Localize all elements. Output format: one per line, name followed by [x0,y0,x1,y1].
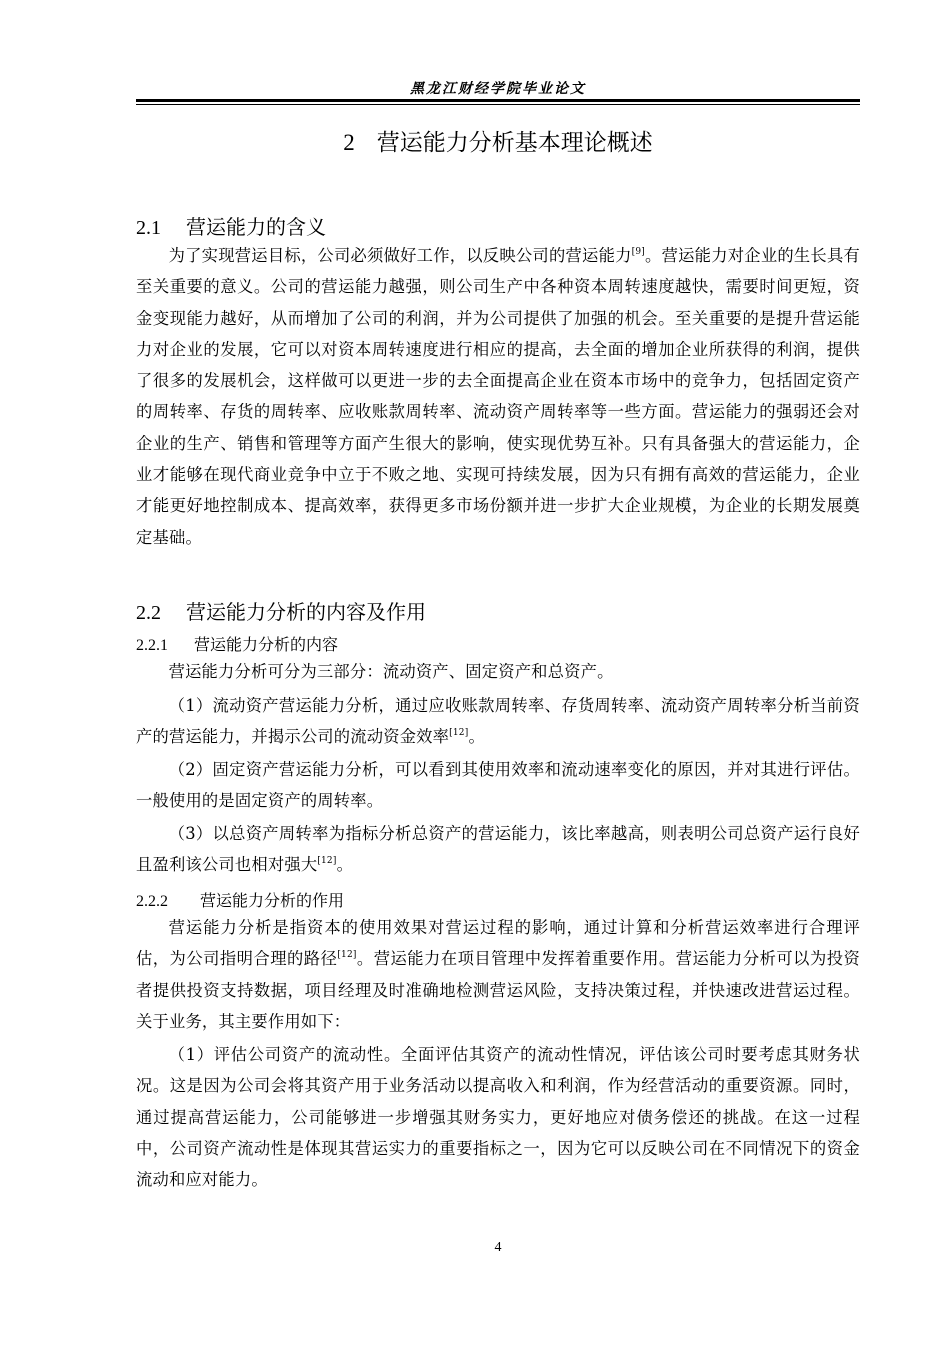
citation-ref: [12] [317,856,337,867]
chapter-number: 2 [343,130,355,155]
chapter-title-text: 营运能力分析基本理论概述 [376,130,653,156]
paragraph-text: 。 [336,855,354,875]
paragraph-text: 营运能力分析是指资本的使用效果对营运过程的影响，通过计算和分析营运效率进行合理评估，为公司指明合理的路径 [136,918,860,969]
paragraph-text: 。 [468,727,485,747]
running-header: 黑龙江财经学院毕业论文 [410,81,586,97]
header-rule-thin [136,104,860,105]
paragraph-2-2-2-intro [136,912,860,1037]
section-number: 2.1 [136,217,161,239]
paragraph-text: 。营运能力对企业的生长具有至关重要的意义。公司的营运能力越强，则公司生产中各种资本周转速度越快，需要时间更短，资金变现能力越好，从而增加了公司的利润，并为公司提供了加强的机会。至关重要的是提升营运能力对企业的发展，它可以对资本周转速度进行相应的提高，去全面的增加企业所获得的利润，提供了很多的发展机会，这样做可以更进一步的去全面提高企业在资本市场中的竞争力，包括固定资产的周转率、存货的周转率、应收账款周转率、流动资产周转率等一些方面。营运能力的强弱还会对企业的生产、销售和管理等方面产生很大的影响，使实现优势互补。只有具备强大的营运能力，企业才能够在现代商业竞争中立于不败之地、实现可持续发展，因为只有拥有高效的营运能力，企业才能更好地控制成本、提高效率，获得更多市场份额并进一步扩大企业规模，为企业的长期发展奠定基础。 [136,246,860,547]
paragraph-2-2-2-item1: （1）评估公司资产的流动性。全面评估其资产的流动性情况，评估该公司时要考虑其财务状况。这是因为公司会将其资产用于业务活动以提高收入和利润，作为经营活动的重要资源。同时，通过提高营运能力，公司能够进一步增强其财务实力，更好地应对债务偿还的挑战。在这一过程中，公司资产流动性是体现其营运实力的重要指标之一，因为它可以反映公司在不同情况下的资金流动和应对能力。 [136,1045,860,1190]
paragraph-text: 为了实现营运目标，公司必须做好工作，以反映公司的营运能力 [168,246,632,265]
paragraph-text: （1）流动资产营运能力分析，通过应收账款周转率、存货周转率、流动资产周转率分析当前资产的营运能力，并揭示公司的流动资金效率 [136,696,860,747]
paragraph-2-2-1-item3 [136,818,860,881]
subsection-number: 2.2.1 [136,637,168,654]
chapter-title [136,124,860,157]
subsection-title: 营运能力分析的作用 [200,891,345,910]
paragraph-2-2-1-item1 [136,690,860,753]
subsection-title: 营运能力分析的内容 [194,635,339,654]
citation-ref: [9] [631,247,645,257]
header-rule-thick [136,99,860,102]
paragraph-2-1 [136,240,860,553]
section-heading-2-1 [136,211,326,240]
citation-ref: [12] [337,950,357,961]
subsection-heading-2-2-1 [136,632,338,655]
paragraph-2-2-1-intro: 营运能力分析可分为三部分：流动资产、固定资产和总资产。 [168,662,614,681]
subsection-heading-2-2-2 [136,888,344,911]
section-heading-2-2 [136,596,426,625]
paragraph-2-2-1-item2: （2）固定资产营运能力分析，可以看到其使用效率和流动速率变化的原因，并对其进行评估。一般使用的是固定资产的周转率。 [136,760,860,811]
section-title: 营运能力分析的内容及作用 [186,600,426,624]
page-number: 4 [494,1240,502,1255]
paragraph-text: （3）以总资产周转率为指标分析总资产的营运能力，该比率越高，则表明公司总资产运行良好且盈利该公司也相对强大 [136,824,860,875]
section-title: 营运能力的含义 [186,215,326,239]
subsection-number: 2.2.2 [136,893,168,910]
paragraph-text: 。营运能力在项目管理中发挥着重要作用。营运能力分析可以为投资者提供投资支持数据，项目经理及时准确地检测营运风险，支持决策过程，并快速改进营运过程。关于业务，其主要作用如下： [136,949,860,1031]
section-number: 2.2 [136,602,161,624]
citation-ref: [12] [449,728,469,739]
